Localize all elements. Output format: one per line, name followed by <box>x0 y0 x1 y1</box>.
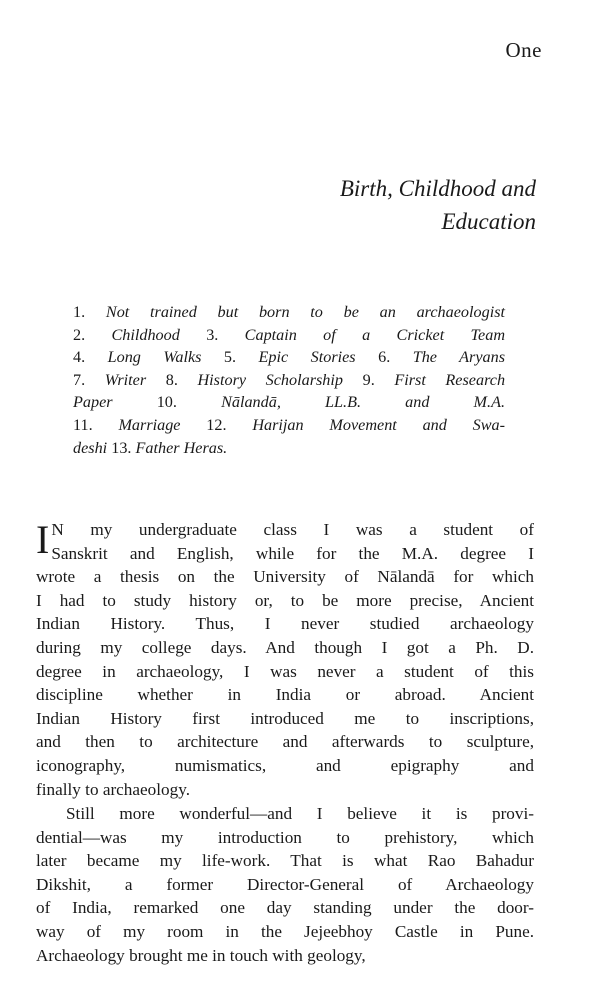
text-line: way of my room in the Jejeebhoy Castle in Pune. <box>36 921 534 941</box>
text-line: and then to architecture and afterwards to sculpture, <box>36 732 534 752</box>
contents-item-title: Nālandā, LL.B. and M.A. <box>221 393 506 412</box>
contents-item-number: 1. <box>73 303 86 321</box>
text-line: later became my life-work. That is what Rao Bahadur <box>36 851 534 871</box>
contents-item-number: 12. <box>206 415 227 434</box>
contents-line <box>73 391 505 414</box>
contents-item-title: Childhood <box>111 325 180 344</box>
chapter-title-line-1: Birth, Childhood and <box>339 176 536 201</box>
contents-item-title: First Research <box>394 370 506 389</box>
contents-item-title: deshi <box>73 438 108 457</box>
contents-item-number: 5. <box>223 348 237 367</box>
text-line: Archaeology brought me in touch with geology, <box>36 945 366 965</box>
text-line: Still more wonderful—and I believe it is provi- <box>66 804 534 823</box>
text-line: discipline whether in India or abroad. Ancient <box>36 685 534 705</box>
contents-item-title: Captain of a Cricket Team <box>244 325 506 344</box>
text-line: during my college days. And though I got a Ph. D. <box>36 637 534 657</box>
chapter-title-line-2: Education <box>441 209 536 234</box>
text-line: I had to study history or, to be more precise, Ancient <box>36 590 534 610</box>
contents-item-title: Harijan Movement and Swa- <box>252 415 506 434</box>
text-line: Indian History. Thus, I never studied archaeology <box>36 614 534 634</box>
contents-item-number: 3. <box>206 325 219 344</box>
contents-item-number: 8. <box>165 370 178 389</box>
text-line: degree in archaeology, I was never a student of this <box>36 661 534 681</box>
contents-item-title: Writer <box>104 370 147 389</box>
contents-item-title: Marriage <box>118 415 181 434</box>
text-line: N my undergraduate class I was a student of <box>51 520 534 539</box>
contents-item-number: 11. <box>73 415 93 434</box>
contents-item-number: 6. <box>378 348 391 367</box>
drop-cap: I <box>36 517 50 562</box>
contents-item-number: 9. <box>362 370 375 389</box>
text-line: Sanskrit and English, while for the M.A. degree I <box>51 543 534 563</box>
paragraph-2 <box>36 802 534 967</box>
contents-item-number: 4. <box>73 348 86 367</box>
text-line: dential—was my introduction to prehistory, which <box>36 827 534 847</box>
contents-item-number: 7. <box>73 370 86 389</box>
contents-item-number: 2. <box>73 325 86 344</box>
contents-item-number: 13. <box>111 438 132 457</box>
contents-item-number: 10. <box>156 393 177 412</box>
paragraph-1 <box>36 518 534 801</box>
text-line: finally to archaeology. <box>36 779 190 799</box>
text-line: Dikshit, a former Director-General of Archaeology <box>36 874 534 894</box>
contents-line <box>73 414 505 437</box>
text-line: iconography, numismatics, and epigraphy and <box>36 755 534 775</box>
contents-item-title: Long Walks <box>107 348 202 367</box>
contents-item-title: The Aryans <box>412 348 506 367</box>
contents-line <box>73 324 505 347</box>
contents-line <box>73 301 505 324</box>
chapter-contents-list <box>73 301 505 459</box>
chapter-number: One <box>505 38 542 62</box>
contents-line <box>73 369 505 392</box>
contents-item-title: Not trained but born to be an archaeologist <box>105 303 505 321</box>
contents-line <box>73 346 505 369</box>
contents-item-title: History Scholarship <box>197 370 343 389</box>
contents-item-title: Epic Stories <box>258 348 356 367</box>
text-line: wrote a thesis on the University of Nālandā for which <box>36 567 534 587</box>
contents-item-title: Paper <box>73 393 113 412</box>
contents-line <box>73 437 505 460</box>
text-line: Indian History first introduced me to inscriptions, <box>36 708 534 728</box>
text-line: of India, remarked one day standing under the door- <box>36 898 534 918</box>
chapter-title <box>236 172 536 238</box>
contents-item-title: Father Heras. <box>135 438 228 457</box>
